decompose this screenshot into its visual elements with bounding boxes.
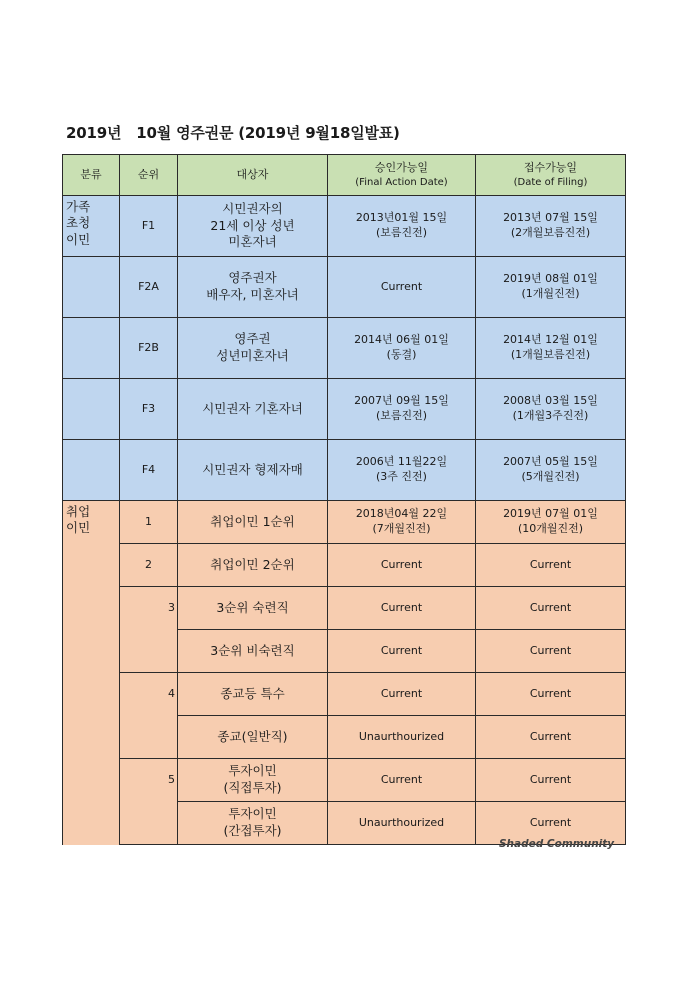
header-approval: 승인가능일 (Final Action Date) <box>328 155 476 196</box>
target-cell: 시민권자 기혼자녀 <box>178 379 328 440</box>
table-row <box>63 257 626 318</box>
target-cell: 취업이민 2순위 <box>178 544 328 587</box>
filing-date-cell: Current <box>476 630 626 673</box>
rank-cell: 3 <box>120 587 178 630</box>
family-category-cell <box>63 440 120 501</box>
rank-cell: 2 <box>120 544 178 587</box>
filing-date-cell: 2008년 03월 15일 (1개월3주진전) <box>476 379 626 440</box>
target-cell: 시민권자의 21세 이상 성년 미혼자녀 <box>178 196 328 257</box>
target-cell: 투자이민 (직접투자) <box>178 759 328 802</box>
approval-date-cell: 2013년01월 15일 (보름진전) <box>328 196 476 257</box>
target-cell: 투자이민 (간접투자) <box>178 802 328 845</box>
rank-cell: F1 <box>120 196 178 257</box>
table-row <box>63 501 626 544</box>
approval-date-cell: 2014년 06월 01일 (동결) <box>328 318 476 379</box>
rank-cell <box>120 802 178 845</box>
target-cell: 3순위 숙련직 <box>178 587 328 630</box>
approval-date-cell: 2018년04월 22일 (7개월진전) <box>328 501 476 544</box>
table-row <box>63 318 626 379</box>
filing-date-cell: Current <box>476 716 626 759</box>
table-row <box>63 716 626 759</box>
table-row <box>63 379 626 440</box>
rank-cell: F3 <box>120 379 178 440</box>
header-rank: 순위 <box>120 155 178 196</box>
approval-date-cell: 2007년 09월 15일 (보름진전) <box>328 379 476 440</box>
rank-cell: F2A <box>120 257 178 318</box>
approval-date-cell: Current <box>328 544 476 587</box>
header-target: 대상자 <box>178 155 328 196</box>
rank-cell: F2B <box>120 318 178 379</box>
filing-date-cell: Current <box>476 759 626 802</box>
employment-category-cell: 취업 이민 <box>63 501 120 845</box>
approval-date-cell: Current <box>328 759 476 802</box>
header-filing: 접수가능일 (Date of Filing) <box>476 155 626 196</box>
rank-cell: F4 <box>120 440 178 501</box>
approval-date-cell: Current <box>328 257 476 318</box>
filing-date-cell: Current <box>476 544 626 587</box>
target-cell: 영주권 성년미혼자녀 <box>178 318 328 379</box>
filing-date-cell: Current <box>476 673 626 716</box>
target-cell: 3순위 비숙련직 <box>178 630 328 673</box>
approval-date-cell: Current <box>328 630 476 673</box>
rank-cell <box>120 630 178 673</box>
approval-date-cell: Unaurthourized <box>328 802 476 845</box>
filing-date-cell: Current <box>476 802 626 845</box>
filing-date-cell: 2013년 07월 15일 (2개월보름진전) <box>476 196 626 257</box>
footer-credit: Shaded Community <box>499 838 615 850</box>
rank-cell: 1 <box>120 501 178 544</box>
filing-date-cell: Current <box>476 587 626 630</box>
target-cell: 종교(일반직) <box>178 716 328 759</box>
filing-date-cell: 2014년 12월 01일 (1개월보름진전) <box>476 318 626 379</box>
table-row <box>63 759 626 802</box>
visa-bulletin-table <box>62 154 626 845</box>
table-row <box>63 196 626 257</box>
target-cell: 시민권자 형제자매 <box>178 440 328 501</box>
rank-cell: 5 <box>120 759 178 802</box>
approval-date-cell: Current <box>328 673 476 716</box>
family-category-cell: 가족 초청 이민 <box>63 196 120 257</box>
target-cell: 영주권자 배우자, 미혼자녀 <box>178 257 328 318</box>
filing-date-cell: 2019년 07월 01일 (10개월진전) <box>476 501 626 544</box>
family-category-cell <box>63 257 120 318</box>
table-row <box>63 440 626 501</box>
table-row <box>63 587 626 630</box>
rank-cell: 4 <box>120 673 178 716</box>
table-row <box>63 673 626 716</box>
target-cell: 취업이민 1순위 <box>178 501 328 544</box>
filing-date-cell: 2007년 05월 15일 (5개월진전) <box>476 440 626 501</box>
header-category: 분류 <box>63 155 120 196</box>
target-cell: 종교등 특수 <box>178 673 328 716</box>
filing-date-cell: 2019년 08월 01일 (1개월진전) <box>476 257 626 318</box>
approval-date-cell: Unaurthourized <box>328 716 476 759</box>
approval-date-cell: Current <box>328 587 476 630</box>
rank-cell <box>120 716 178 759</box>
page-title: 2019년 10월 영주권문 (2019년 9월18일발표) <box>66 124 400 142</box>
family-category-cell <box>63 318 120 379</box>
approval-date-cell: 2006년 11월22일 (3주 진전) <box>328 440 476 501</box>
table-row <box>63 630 626 673</box>
family-category-cell <box>63 379 120 440</box>
header-row <box>63 155 626 196</box>
table-row <box>63 544 626 587</box>
